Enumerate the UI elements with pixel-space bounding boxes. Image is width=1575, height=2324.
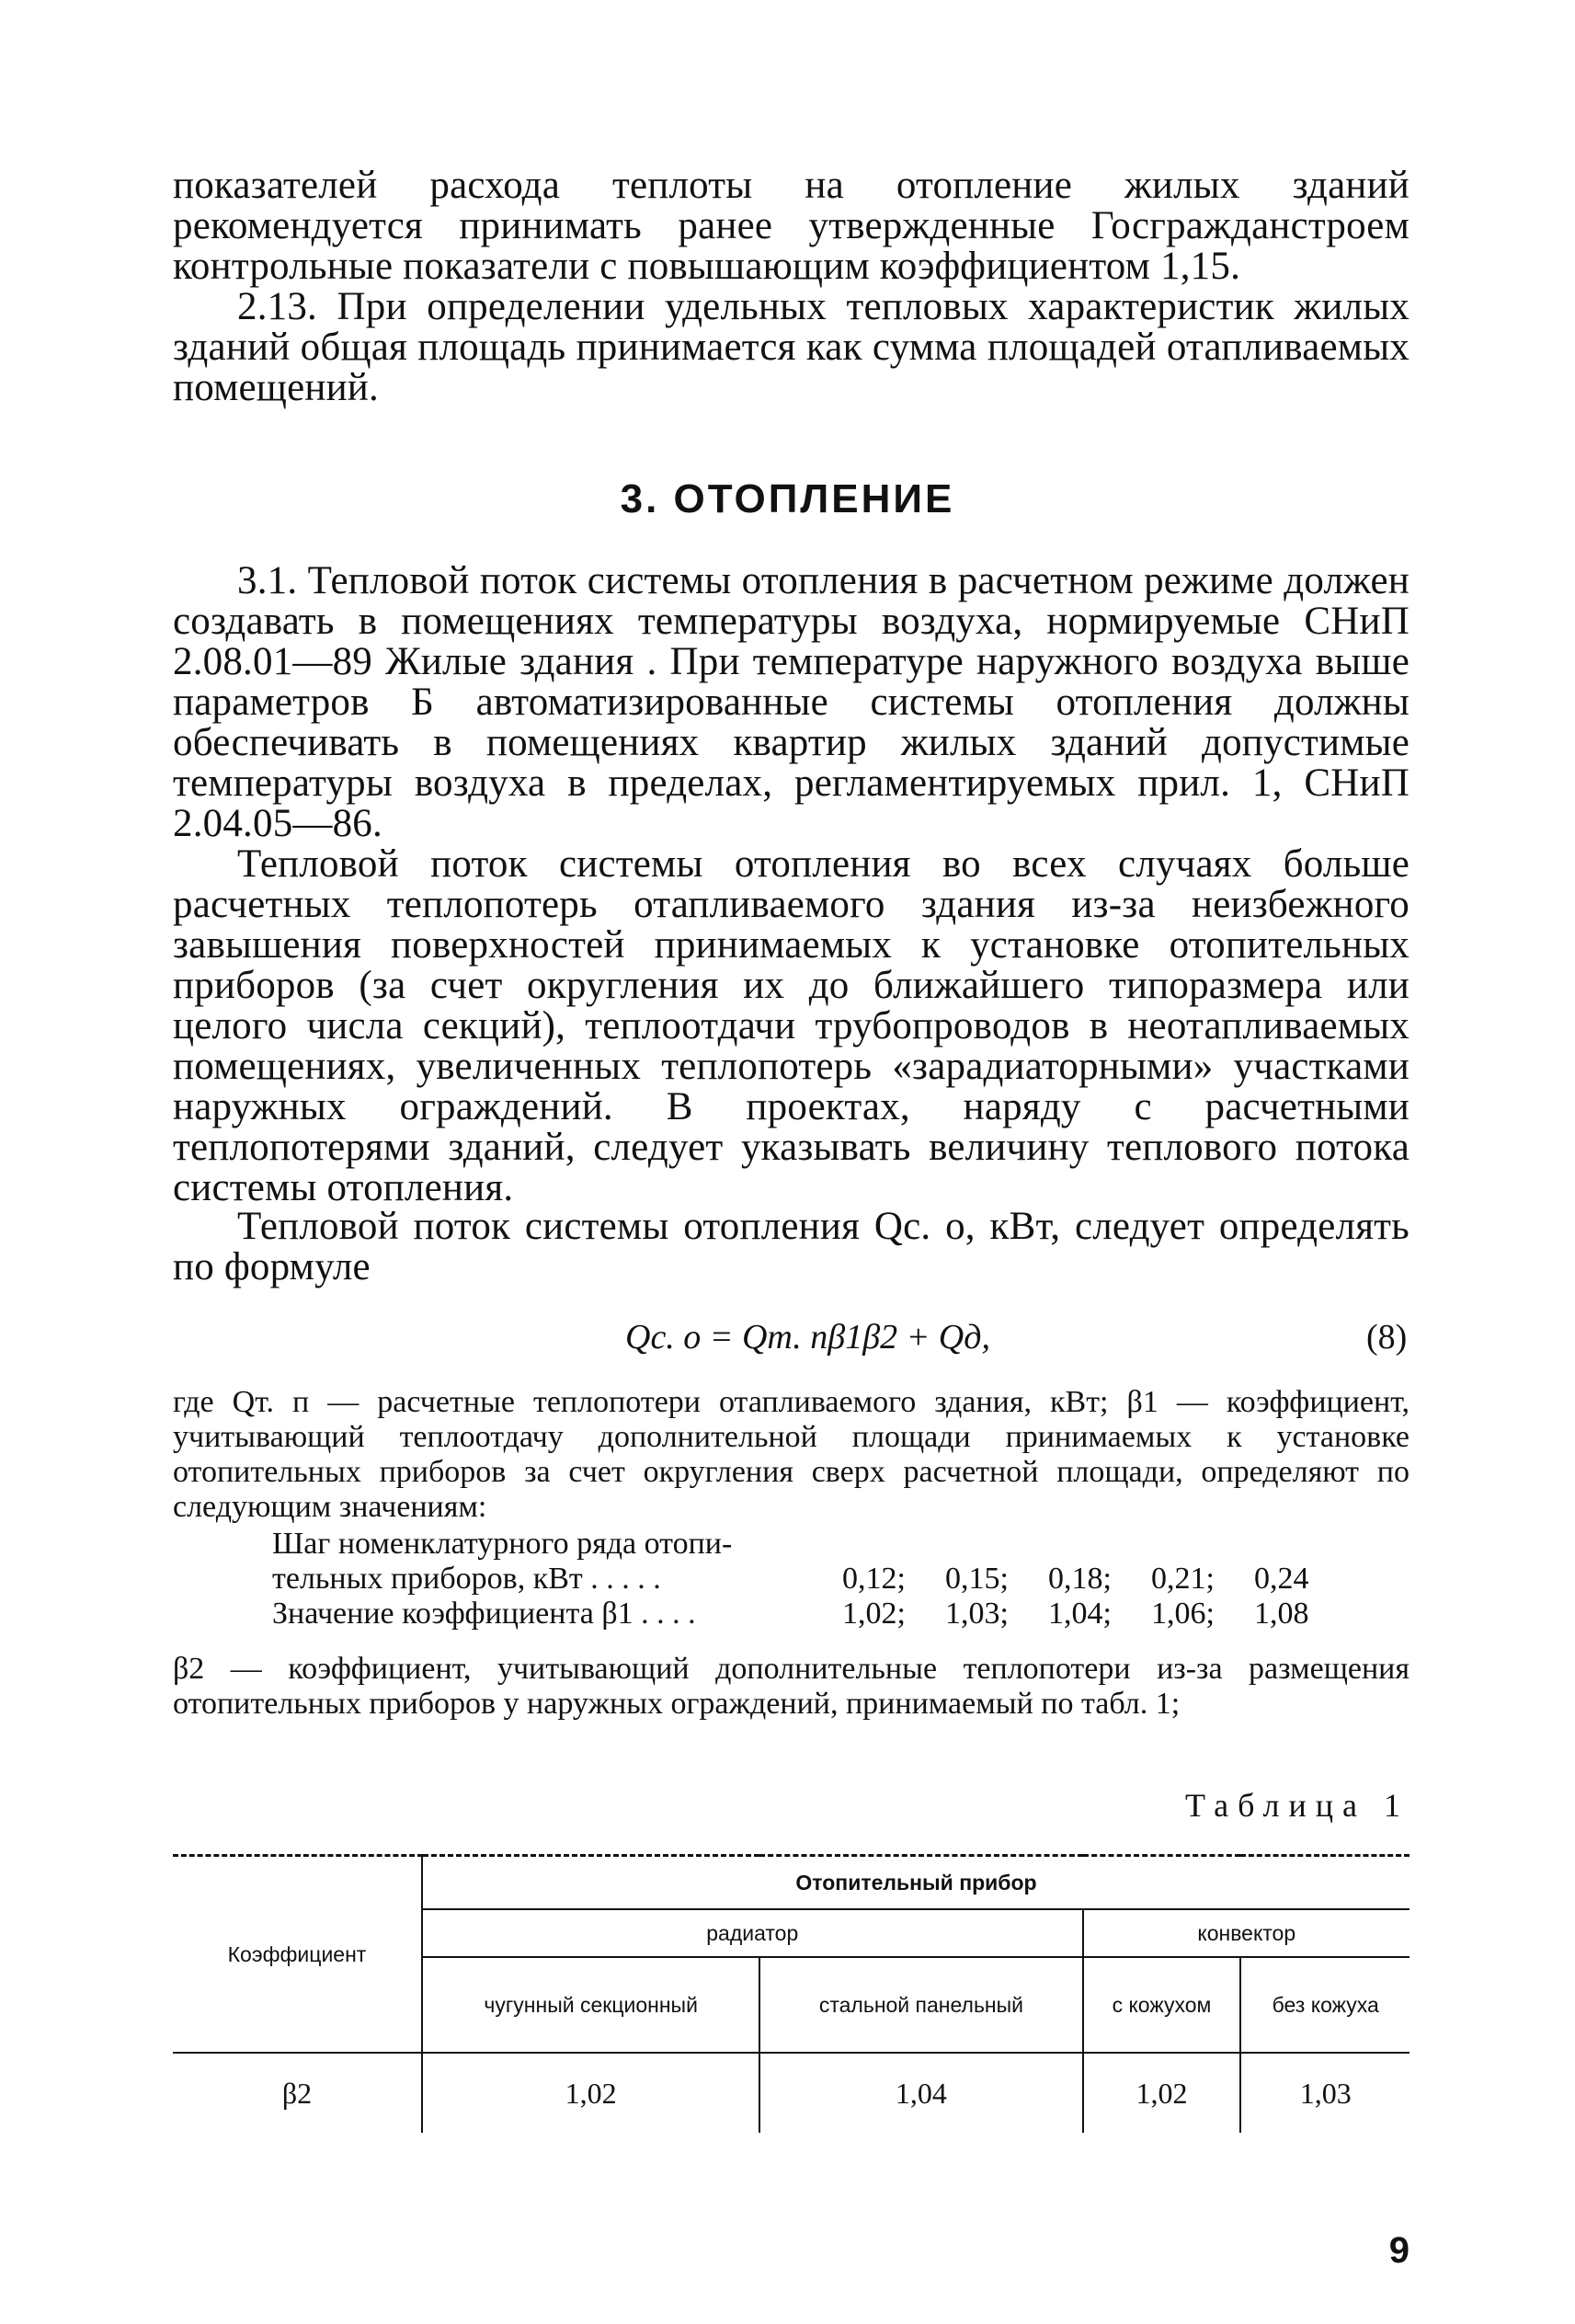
- paragraph-heat-flow: Тепловой поток системы отопления во всех случаях больше расчетных теплопотерь отапливаемого здания из-за неизбежного завышения поверхностей принимаемых к установке отопительных приборов (за счет округления их до ближайшего типоразмера или целого числа секций), теплоотдачи трубопроводов в неотапливаемых помещениях, увеличенных теплопотерь «зарадиаторными» участками наружных ограждений. В проектах, наряду с расчетными теплопотерями зданий, следует указывать величину теплового потока системы отопления.: [173, 842, 1410, 1209]
- coef-value: 1,04;: [1048, 1597, 1112, 1631]
- coef-value: 1,03;: [945, 1597, 1009, 1631]
- table-row-label: β2: [173, 2053, 422, 2133]
- paragraph-where: где Qт. п — расчетные теплопотери отапливаемого здания, кВт; β1 — коэффициент, учитывающий теплоотдачу дополнительной площади принимаемых к установке отопительных приборов за счет округления сверх расчетной площади, определяют по следующим значениям:: [173, 1385, 1410, 1524]
- coef-value: 1,06;: [1151, 1597, 1215, 1631]
- table-title: Таблица 1: [1185, 1787, 1410, 1824]
- table-cell: 1,02: [422, 2053, 759, 2133]
- formula-number: (8): [1366, 1318, 1408, 1357]
- steps-label-line1: Шаг номенклатурного ряда отопи-: [272, 1527, 733, 1561]
- table-header-coefficient: Коэффициент: [173, 1856, 422, 2054]
- table-header-steel: стальной панельный: [759, 1957, 1082, 2053]
- step-value: 0,15;: [945, 1562, 1009, 1596]
- table-cell: 1,04: [759, 2053, 1082, 2133]
- paragraph-beta2: β2 — коэффициент, учитывающий дополнительные теплопотери из-за размещения отопительных приборов у наружных ограждений, принимаемый по табл. 1;: [173, 1652, 1410, 1721]
- steps-row-heading: [272, 1527, 1357, 1562]
- table-header-cast-iron: чугунный секционный: [422, 1957, 759, 2053]
- paragraph-3-1: 3.1. Тепловой поток системы отопления в расчетном режиме должен создавать в помещениях температуры воздуха, нормируемые СНиП 2.08.01—89 Жилые здания . При температуре наружного воздуха выше параметров Б автоматизированные системы отопления должны обеспечивать в помещениях квартир жилых зданий допустимые температуры воздуха в пределах, регламентируемых прил. 1, СНиП 2.04.05—86.: [173, 559, 1410, 845]
- formula: Qс. о = Qт. пβ1β2 + Qд,: [625, 1318, 990, 1357]
- table-header-without-casing: без кожуха: [1240, 1957, 1410, 2053]
- coef-value: 1,08: [1254, 1597, 1309, 1631]
- steps-row-values: [272, 1562, 1357, 1597]
- table-header-with-casing: с кожухом: [1083, 1957, 1241, 2053]
- steps-row-coefficients: [272, 1597, 1357, 1631]
- coefficient-table: [173, 1854, 1410, 2133]
- coefficient-steps: [272, 1527, 1357, 1631]
- section-heading: 3. ОТОПЛЕНИЕ: [620, 476, 955, 521]
- page-number: 9: [1388, 2230, 1410, 2271]
- step-value: 0,21;: [1151, 1562, 1215, 1596]
- step-value: 0,18;: [1048, 1562, 1112, 1596]
- table-cell: 1,03: [1240, 2053, 1410, 2133]
- paragraph-intro: показателей расхода теплоты на отопление жилых зданий рекомендуется принимать ранее утвержденные Госгражданстроем контрольные показатели с повышающим коэффициентом 1,15.: [173, 164, 1410, 288]
- step-value: 0,24: [1254, 1562, 1309, 1596]
- step-value: 0,12;: [842, 1562, 906, 1596]
- table-header-convector: конвектор: [1083, 1909, 1410, 1957]
- steps-label-line2: тельных приборов, кВт . . . . .: [272, 1562, 661, 1596]
- steps-label-line3: Значение коэффициента β1 . . . .: [272, 1597, 696, 1631]
- paragraph-formula-intro: Тепловой поток системы отопления Qс. о, кВт, следует определять по формуле: [173, 1205, 1410, 1288]
- table-header-group: Отопительный прибор: [422, 1856, 1410, 1910]
- table-row: [173, 2053, 1410, 2133]
- table-header-radiator: радиатор: [422, 1909, 1083, 1957]
- coef-value: 1,02;: [842, 1597, 906, 1631]
- paragraph-2-13: 2.13. При определении удельных тепловых характеристик жилых зданий общая площадь принимается как сумма площадей отапливаемых помещений.: [173, 285, 1410, 409]
- table-cell: 1,02: [1083, 2053, 1241, 2133]
